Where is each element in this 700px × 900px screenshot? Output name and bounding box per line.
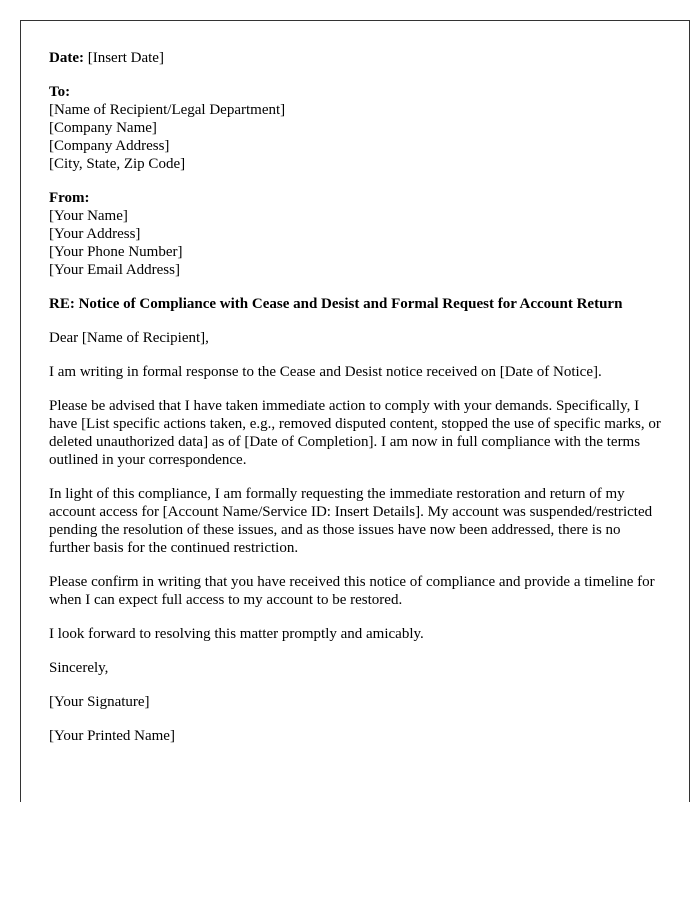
sender-line: [Your Address]	[49, 226, 141, 242]
body-paragraph: I look forward to resolving this matter promptly and amicably.	[49, 626, 424, 642]
body-paragraph: Please confirm in writing that you have received this notice of compliance and provide a timeline for when I can expect full access to my account to be restored.	[49, 574, 655, 608]
body-paragraph: I am writing in formal response to the Cease and Desist notice received on [Date of Notice].	[49, 364, 602, 380]
recipient-line: [Name of Recipient/Legal Department]	[49, 102, 286, 118]
to-label: To:	[49, 84, 71, 100]
recipient-line: [Company Name]	[49, 120, 157, 136]
recipient-block	[49, 83, 661, 173]
subject-line: RE: Notice of Compliance with Cease and Desist and Formal Request for Account Return	[49, 296, 623, 312]
salutation: Dear [Name of Recipient],	[49, 330, 209, 346]
from-label: From:	[49, 190, 90, 206]
sender-line: [Your Phone Number]	[49, 244, 183, 260]
recipient-line: [Company Address]	[49, 138, 170, 154]
body-paragraph: Please be advised that I have taken immediate action to comply with your demands. Specifically, I have [List specific actions taken, e.g., removed disputed content, stopped the use of specific marks, or deleted unauthorized data] as of [Date of Completion]. I am now in full compliance with the terms outlined in your correspondence.	[49, 398, 661, 468]
date-label: Date:	[49, 50, 84, 66]
signature: [Your Signature]	[49, 694, 150, 710]
closing: Sincerely,	[49, 660, 109, 676]
printed-name: [Your Printed Name]	[49, 728, 175, 744]
date-line	[49, 49, 661, 67]
date-value: [Insert Date]	[87, 50, 164, 66]
sender-block	[49, 189, 661, 279]
letter-page	[20, 20, 690, 802]
recipient-line: [City, State, Zip Code]	[49, 156, 186, 172]
body-paragraph: In light of this compliance, I am formally requesting the immediate restoration and return of my account access for [Account Name/Service ID: Insert Details]. My account was suspended/restricted pending the resolution of these issues, and as those issues have now been addressed, there is no further basis for the continued restriction.	[49, 486, 653, 556]
sender-line: [Your Email Address]	[49, 262, 180, 278]
sender-line: [Your Name]	[49, 208, 128, 224]
